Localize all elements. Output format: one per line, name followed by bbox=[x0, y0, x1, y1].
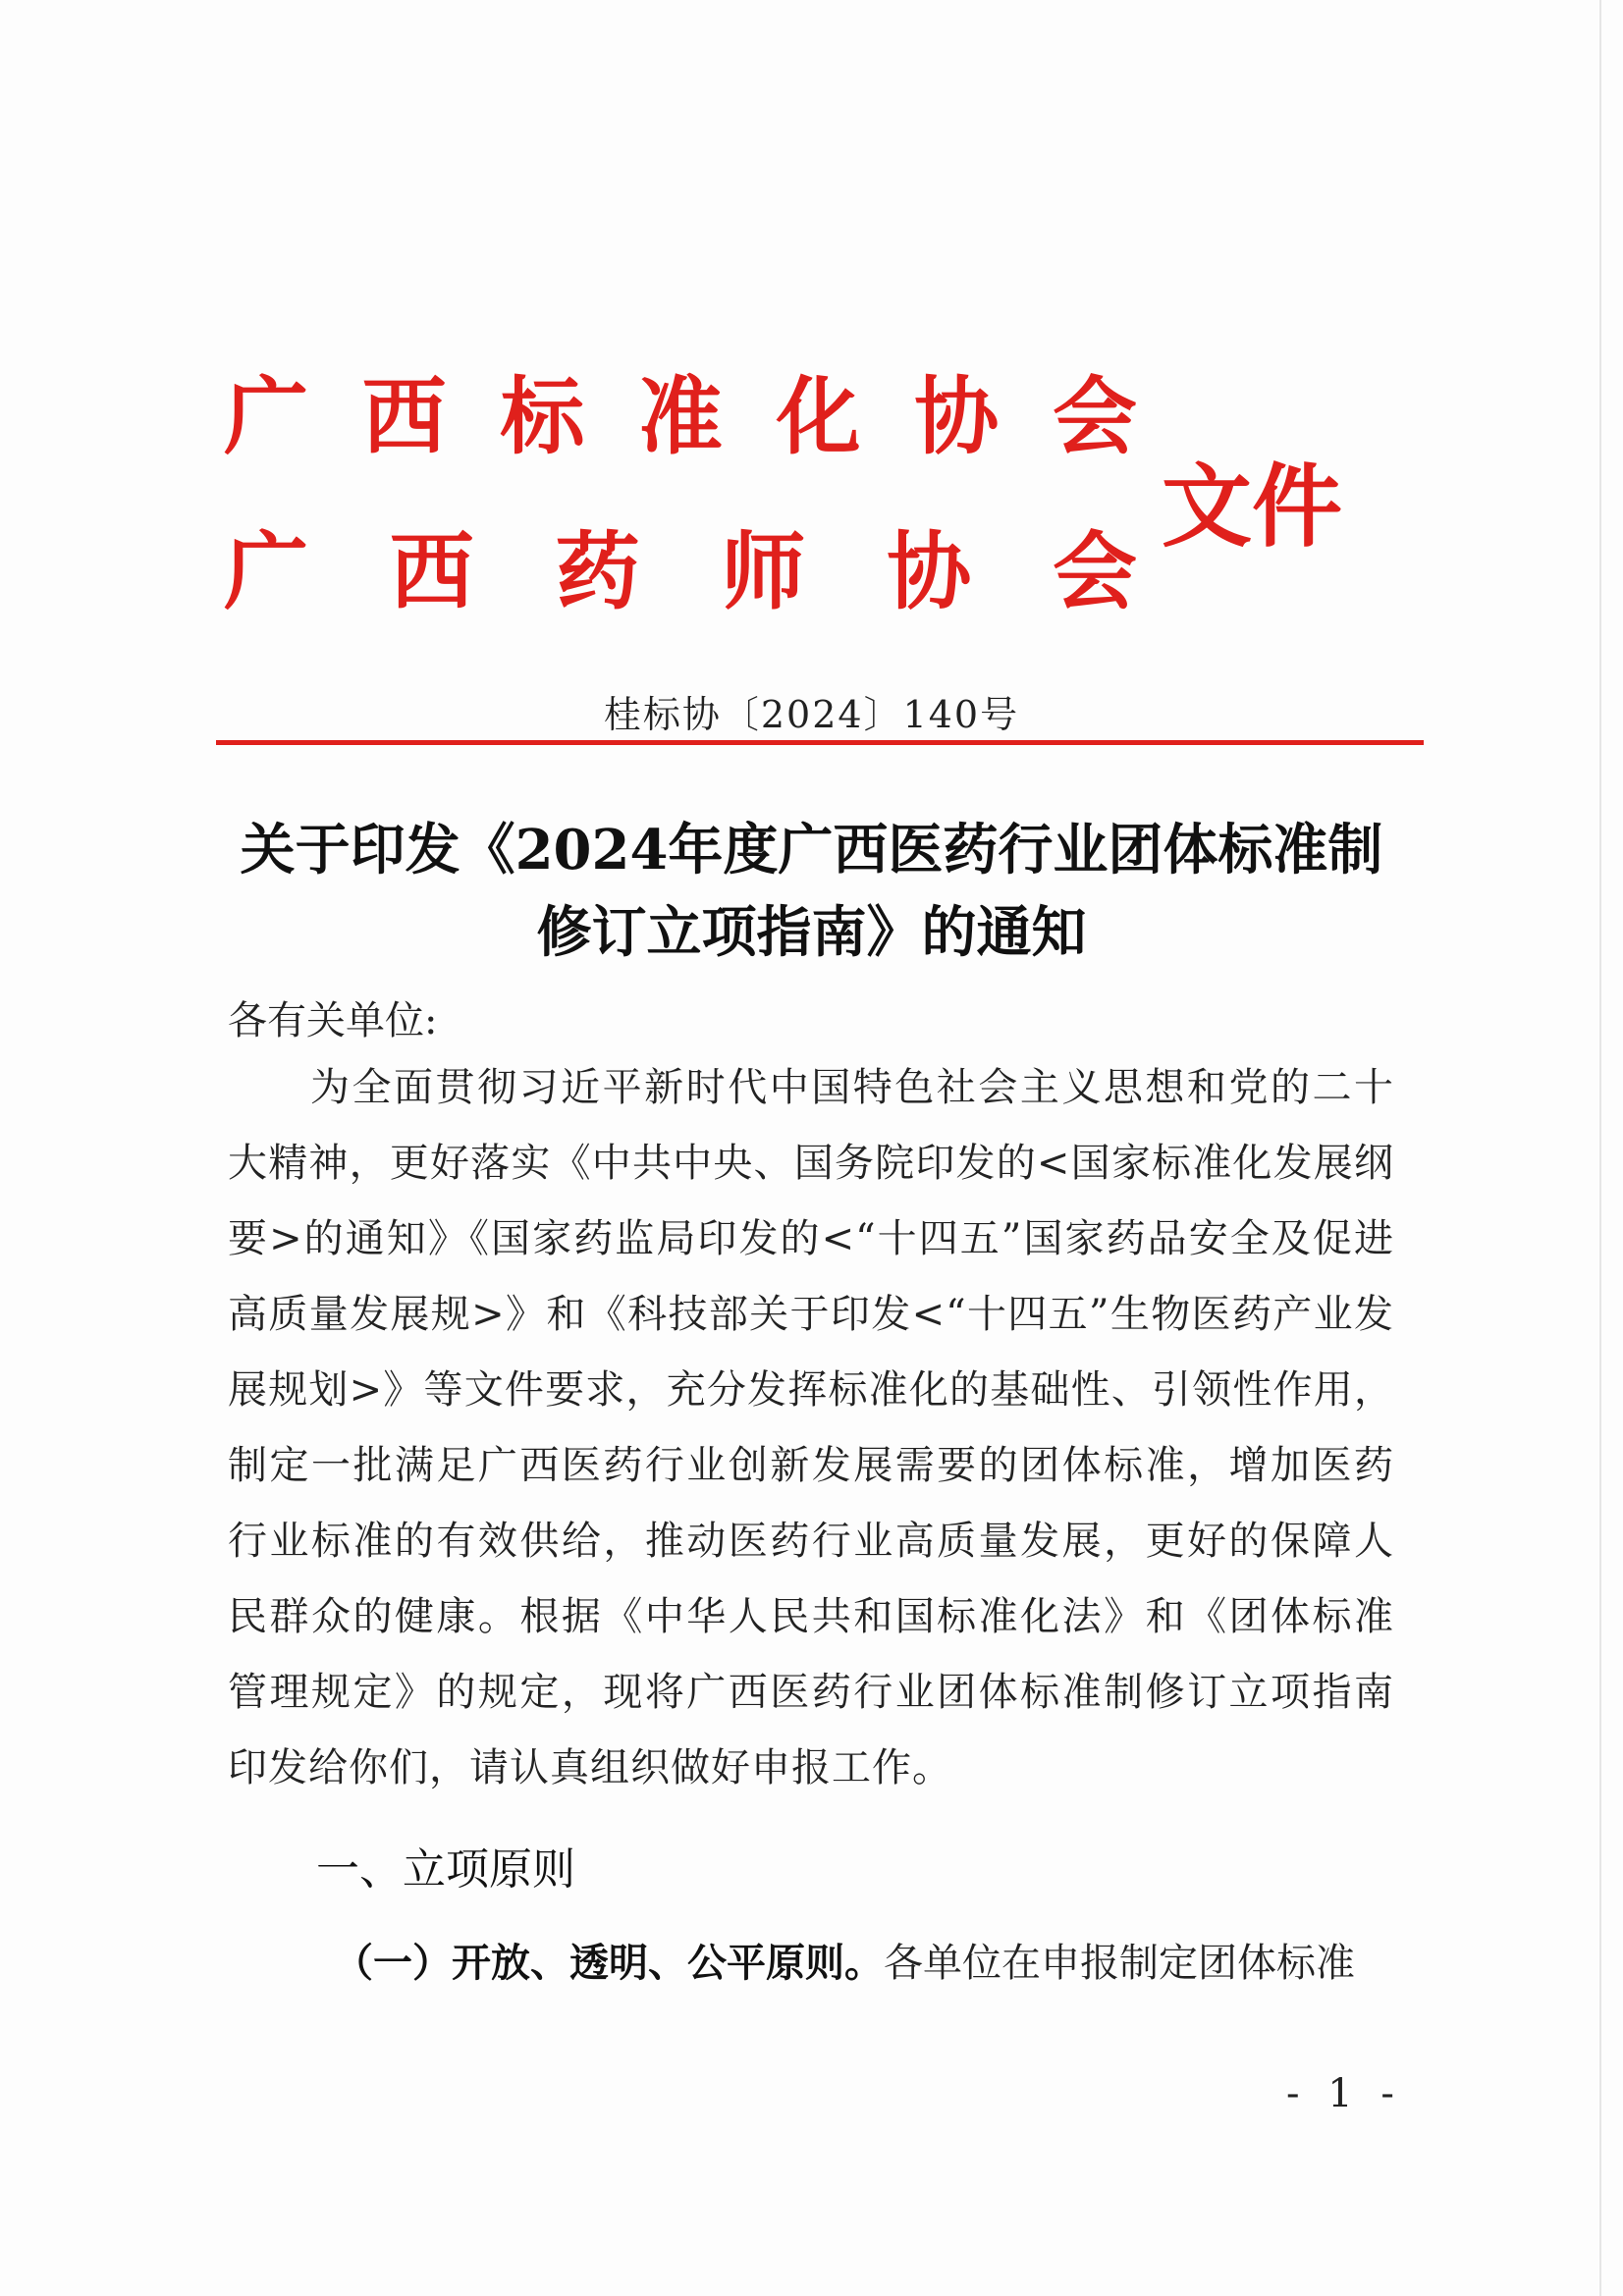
org-char: 会 bbox=[1052, 367, 1137, 466]
body-paragraph: 为全面贯彻习近平新时代中国特色社会主义思想和党的二十大精神，更好落实《中共中央、国务院印发的<国家标准化发展纲要>的通知》《国家药监局印发的<“十四五”国家药品安全及促进高质量发展规>》和《科技部关于印发<“十四五”生物医药产业发展规划>》等文件要求，充分发挥标准化的基础性、引领性作用，制定一批满足广西医药行业创新发展需要的团体标准，增加医药行业标准的有效供给，推动医药行业高质量发展，更好的保障人民群众的健康。根据《中华人民共和国标准化法》和《团体标准管理规定》的规定，现将广西医药行业团体标准制修订立项指南印发给你们，请认真组织做好申报工作。 bbox=[228, 1065, 1394, 1790]
org-char: 西 bbox=[389, 522, 474, 621]
notice-title-line-1: 关于印发《2024年度广西医药行业团体标准制 bbox=[240, 818, 1383, 882]
org-char: 化 bbox=[776, 367, 861, 466]
document-type-label: 文件 bbox=[1162, 454, 1343, 560]
org-char: 师 bbox=[721, 522, 806, 621]
org-char: 标 bbox=[500, 367, 585, 466]
subsection-label: （一）开放、透明、公平原则。 bbox=[334, 1941, 884, 1986]
org-char: 广 bbox=[224, 367, 308, 466]
subsection-line bbox=[334, 1932, 1414, 1988]
org-char: 准 bbox=[637, 367, 723, 466]
org-char: 会 bbox=[1052, 522, 1137, 621]
org-name-line-2 bbox=[224, 522, 1137, 621]
org-char: 药 bbox=[555, 522, 640, 621]
page-number: - 1 - bbox=[1286, 2071, 1402, 2116]
salutation: 各有关单位: bbox=[228, 998, 438, 1043]
org-name-line-1 bbox=[224, 367, 1137, 466]
org-char: 西 bbox=[361, 367, 447, 466]
notice-title-line-2: 修订立项指南》的通知 bbox=[536, 900, 1087, 965]
subsection-text: 各单位在申报制定团体标准 bbox=[884, 1941, 1355, 1986]
org-char: 协 bbox=[887, 522, 972, 621]
document-number: 桂标协〔2024〕140号 bbox=[603, 693, 1020, 736]
org-char: 广 bbox=[224, 522, 308, 621]
page-edge bbox=[1599, 0, 1601, 2296]
section-heading: 一、立项原则 bbox=[316, 1844, 575, 1895]
org-char: 协 bbox=[914, 367, 1000, 466]
header-divider bbox=[216, 740, 1424, 745]
